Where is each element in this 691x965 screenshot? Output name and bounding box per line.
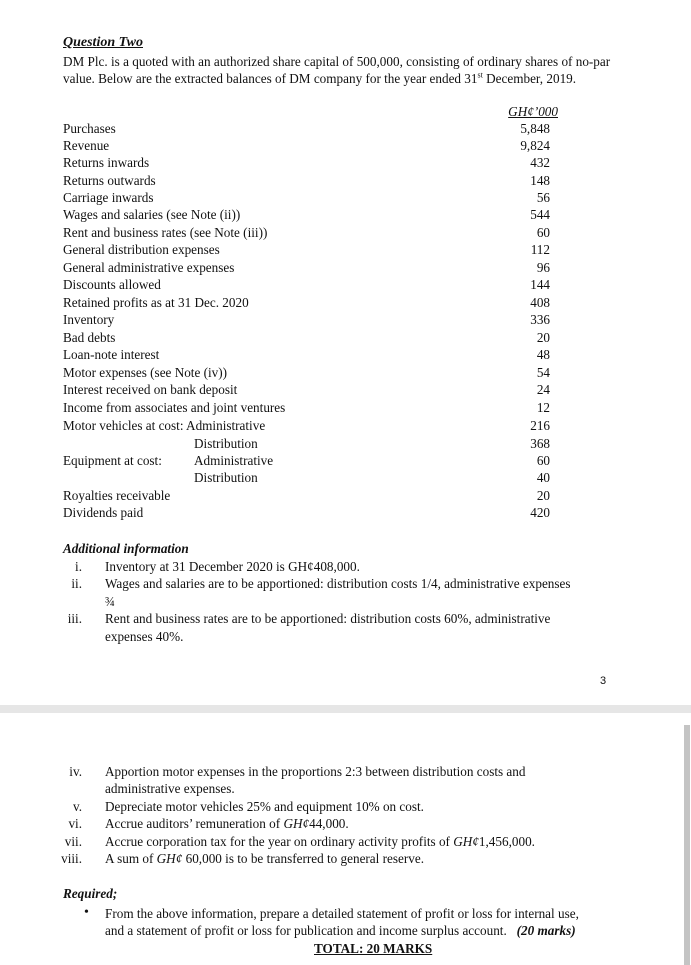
- bullet-icon: •: [84, 905, 89, 920]
- question-title: Question Two: [63, 35, 143, 50]
- table-row-amount: 432: [530, 155, 550, 170]
- note-number: vii.: [64, 834, 82, 849]
- table-row-label: Royalties receivable: [63, 488, 171, 503]
- required-text-line2: and a statement of profit or loss for publication and income surplus account. (20 marks): [105, 923, 576, 938]
- table-row-amount: 60: [536, 225, 550, 240]
- total-marks: TOTAL: 20 MARKS: [314, 941, 433, 956]
- note-number: iv.: [69, 764, 82, 779]
- note-text: expenses 40%.: [105, 629, 184, 644]
- table-row-label: General distribution expenses: [63, 242, 220, 257]
- page-number: 3: [600, 675, 607, 687]
- note-number: viii.: [61, 851, 82, 866]
- table-row-label: Purchases: [63, 121, 116, 136]
- table-row-amount: 54: [536, 365, 550, 380]
- table-row-label: General administrative expenses: [63, 260, 235, 275]
- table-row-label: Distribution: [194, 436, 258, 451]
- table-row-label: Distribution: [194, 470, 258, 485]
- table-row-amount: 336: [530, 312, 550, 327]
- table-row-label: Interest received on bank deposit: [63, 382, 238, 397]
- table-row-amount: 9,824: [520, 138, 550, 153]
- note-number: i.: [75, 559, 82, 574]
- table-row-amount: 544: [530, 207, 550, 222]
- note-text: Depreciate motor vehicles 25% and equipment 10% on cost.: [105, 799, 424, 814]
- note-number: v.: [72, 799, 82, 814]
- required-heading: Required;: [63, 886, 118, 901]
- table-row-label: Returns outwards: [63, 173, 156, 188]
- question-intro: DM Plc. is a quoted with an authorized share capital of 500,000, consisting of ordinary shares of no-par value. Below are the extracted balances of DM company for the year ended 31st December, 2019.: [63, 54, 611, 86]
- note-text: Apportion motor expenses in the proportions 2:3 between distribution costs and: [105, 764, 526, 779]
- table-row-sublabel: Administrative: [194, 453, 274, 468]
- table-row-amount: 20: [536, 330, 550, 345]
- note-text: ¾: [105, 594, 115, 609]
- note-text: Accrue auditors’ remuneration of GH¢44,000.: [105, 816, 349, 831]
- required-text-line1: From the above information, prepare a detailed statement of profit or loss for internal use,: [105, 906, 579, 921]
- additional-info-heading: Additional information: [63, 541, 189, 556]
- table-row-amount: 60: [536, 453, 550, 468]
- table-row-label: Motor expenses (see Note (iv)): [63, 365, 228, 380]
- table-row-label: Revenue: [63, 138, 110, 153]
- note-number: iii.: [67, 611, 82, 626]
- table-row-label: Income from associates and joint ventures: [63, 400, 286, 415]
- note-text: administrative expenses.: [105, 781, 235, 796]
- note-text: Accrue corporation tax for the year on ordinary activity profits of GH¢1,456,000.: [105, 834, 535, 849]
- table-row-label: Bad debts: [63, 330, 116, 345]
- table-row-amount: 368: [530, 436, 550, 451]
- table-row-label: Returns inwards: [63, 155, 150, 170]
- table-row-amount: 24: [536, 382, 550, 397]
- note-number: vi.: [68, 816, 82, 831]
- note-text: Inventory at 31 December 2020 is GH¢408,000.: [105, 559, 360, 574]
- note-text: Rent and business rates are to be apportioned: distribution costs 60%, administrative: [105, 611, 551, 626]
- table-row-amount: 112: [530, 242, 550, 257]
- table-row-amount: 40: [536, 470, 550, 485]
- note-text: A sum of GH¢ 60,000 is to be transferred to general reserve.: [105, 851, 424, 866]
- table-row-amount: 20: [536, 488, 550, 503]
- table-row-label: Motor vehicles at cost: Administrative: [63, 418, 266, 433]
- table-row-label: Equipment at cost:: [63, 453, 162, 468]
- amount-column-header: GH¢’000: [508, 104, 558, 119]
- table-row-label: Rent and business rates (see Note (iii)): [63, 225, 268, 240]
- table-row-label: Inventory: [63, 312, 115, 327]
- table-row-amount: 408: [530, 295, 550, 310]
- table-row-amount: 420: [530, 505, 550, 520]
- table-row-amount: 56: [536, 190, 550, 205]
- table-row-label: Carriage inwards: [63, 190, 154, 205]
- table-row-amount: 148: [530, 173, 550, 188]
- table-row-amount: 216: [530, 418, 550, 433]
- note-text: Wages and salaries are to be apportioned: distribution costs 1/4, administrative expenses: [105, 576, 571, 591]
- table-row-amount: 12: [536, 400, 550, 415]
- table-row-label: Retained profits as at 31 Dec. 2020: [63, 295, 249, 310]
- table-row-amount: 144: [530, 277, 550, 292]
- table-row-label: Discounts allowed: [63, 277, 161, 292]
- note-number: ii.: [71, 576, 82, 591]
- table-row-label: Loan-note interest: [63, 347, 160, 362]
- scrollbar[interactable]: [684, 725, 690, 965]
- table-row-label: Dividends paid: [63, 505, 144, 520]
- table-row-amount: 96: [536, 260, 550, 275]
- table-row-amount: 5,848: [520, 121, 550, 136]
- table-row-label: Wages and salaries (see Note (ii)): [63, 207, 241, 222]
- table-row-amount: 48: [536, 347, 550, 362]
- page-separator: [0, 705, 691, 713]
